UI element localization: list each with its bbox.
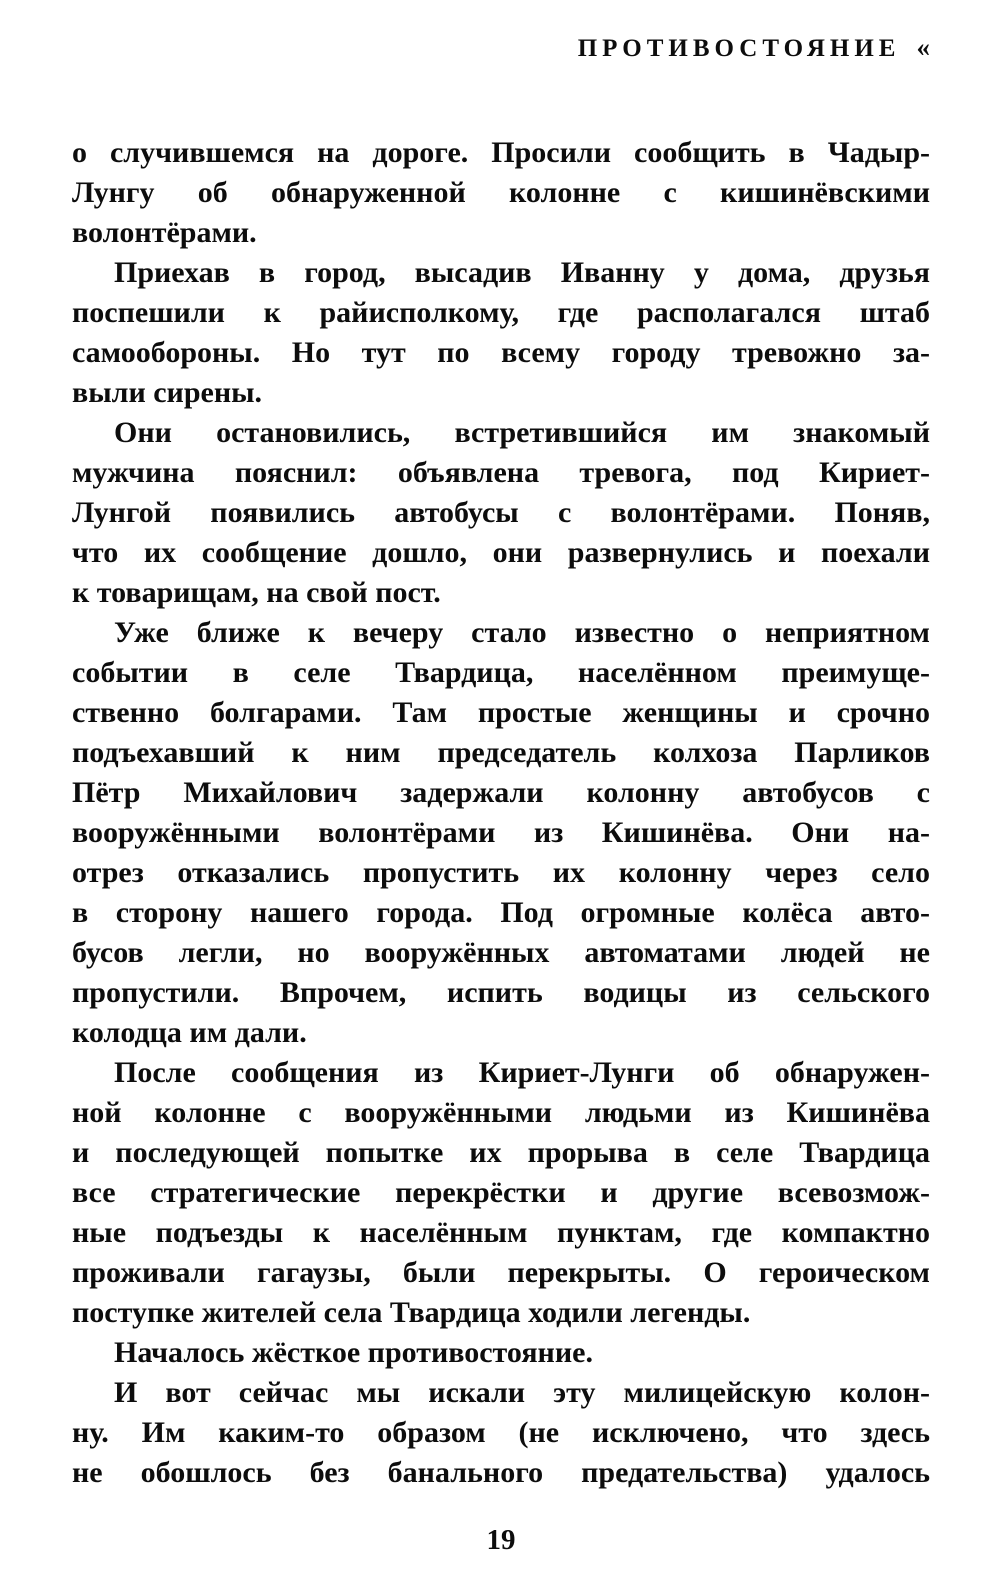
text-line: поступке жителей села Твардица ходили легенды.	[72, 1296, 751, 1329]
page-number: 19	[486, 1524, 516, 1556]
text-line: ные подъезды к населённым пунктам, где компактно	[72, 1216, 930, 1249]
text-line: выли сирены.	[72, 376, 263, 409]
text-line: подъехавший к ним председатель колхоза Парликов	[72, 736, 930, 769]
text-line: самообороны. Но тут по всему городу тревожно за-	[72, 336, 930, 369]
text-line: Лунгу об обнаруженной колонне с кишинёвскими	[72, 176, 930, 209]
text-line: и последующей попытке их прорыва в селе Твардица	[72, 1136, 930, 1169]
text-line: Лунгой появились автобусы с волонтёрами. Поняв,	[72, 496, 930, 529]
text-line: что их сообщение дошло, они развернулись и поехали	[72, 536, 930, 569]
text-line: волонтёрами.	[72, 216, 257, 249]
text-line: проживали гагаузы, были перекрыты. О героическом	[72, 1256, 930, 1289]
body-text	[72, 133, 930, 1493]
header-chevrons-mark: «	[916, 32, 930, 62]
running-header	[72, 32, 930, 63]
text-line: пропустили. Впрочем, испить водицы из сельского	[72, 976, 930, 1009]
text-line: ну. Им каким-то образом (не исключено, что здесь	[72, 1416, 930, 1449]
text-line: ственно болгарами. Там простые женщины и срочно	[72, 696, 930, 729]
text-line: Пётр Михайлович задержали колонну автобусов с	[72, 776, 930, 809]
text-line: отрез отказались пропустить их колонну через село	[72, 856, 930, 889]
text-line: вооружёнными волонтёрами из Кишинёва. Они на-	[72, 816, 930, 849]
text-line: колодца им дали.	[72, 1016, 307, 1049]
text-line: все стратегические перекрёстки и другие всевозмож-	[72, 1176, 930, 1209]
text-line: ной колонне с вооружёнными людьми из Кишинёва	[72, 1096, 930, 1129]
text-line: Они остановились, встретившийся им знакомый	[114, 416, 930, 449]
chapter-title: ПРОТИВОСТОЯНИЕ	[577, 35, 901, 62]
text-line: И вот сейчас мы искали эту милицейскую колон-	[114, 1376, 930, 1409]
text-line: Началось жёсткое противостояние.	[114, 1336, 593, 1369]
text-line: После сообщения из Кириет-Лунги об обнаружен-	[114, 1056, 930, 1089]
text-line: бусов легли, но вооружённых автоматами людей не	[72, 936, 930, 969]
text-line: событии в селе Твардица, населённом преимуще-	[72, 656, 930, 689]
text-line: Приехав в город, высадив Иванну у дома, друзья	[114, 256, 930, 289]
text-line: мужчина пояснил: объявлена тревога, под Кириет-	[72, 456, 930, 489]
text-line: Уже ближе к вечеру стало известно о неприятном	[114, 616, 930, 649]
text-line: о случившемся на дороге. Просили сообщить в Чадыр-	[72, 136, 930, 169]
text-line: в сторону нашего города. Под огромные колёса авто-	[72, 896, 930, 929]
text-line: к товарищам, на свой пост.	[72, 576, 441, 609]
text-line: не обошлось без банального предательства) удалось	[72, 1456, 930, 1489]
text-line: поспешили к райисполкому, где располагался штаб	[72, 296, 930, 329]
page-footer	[72, 1520, 930, 1560]
